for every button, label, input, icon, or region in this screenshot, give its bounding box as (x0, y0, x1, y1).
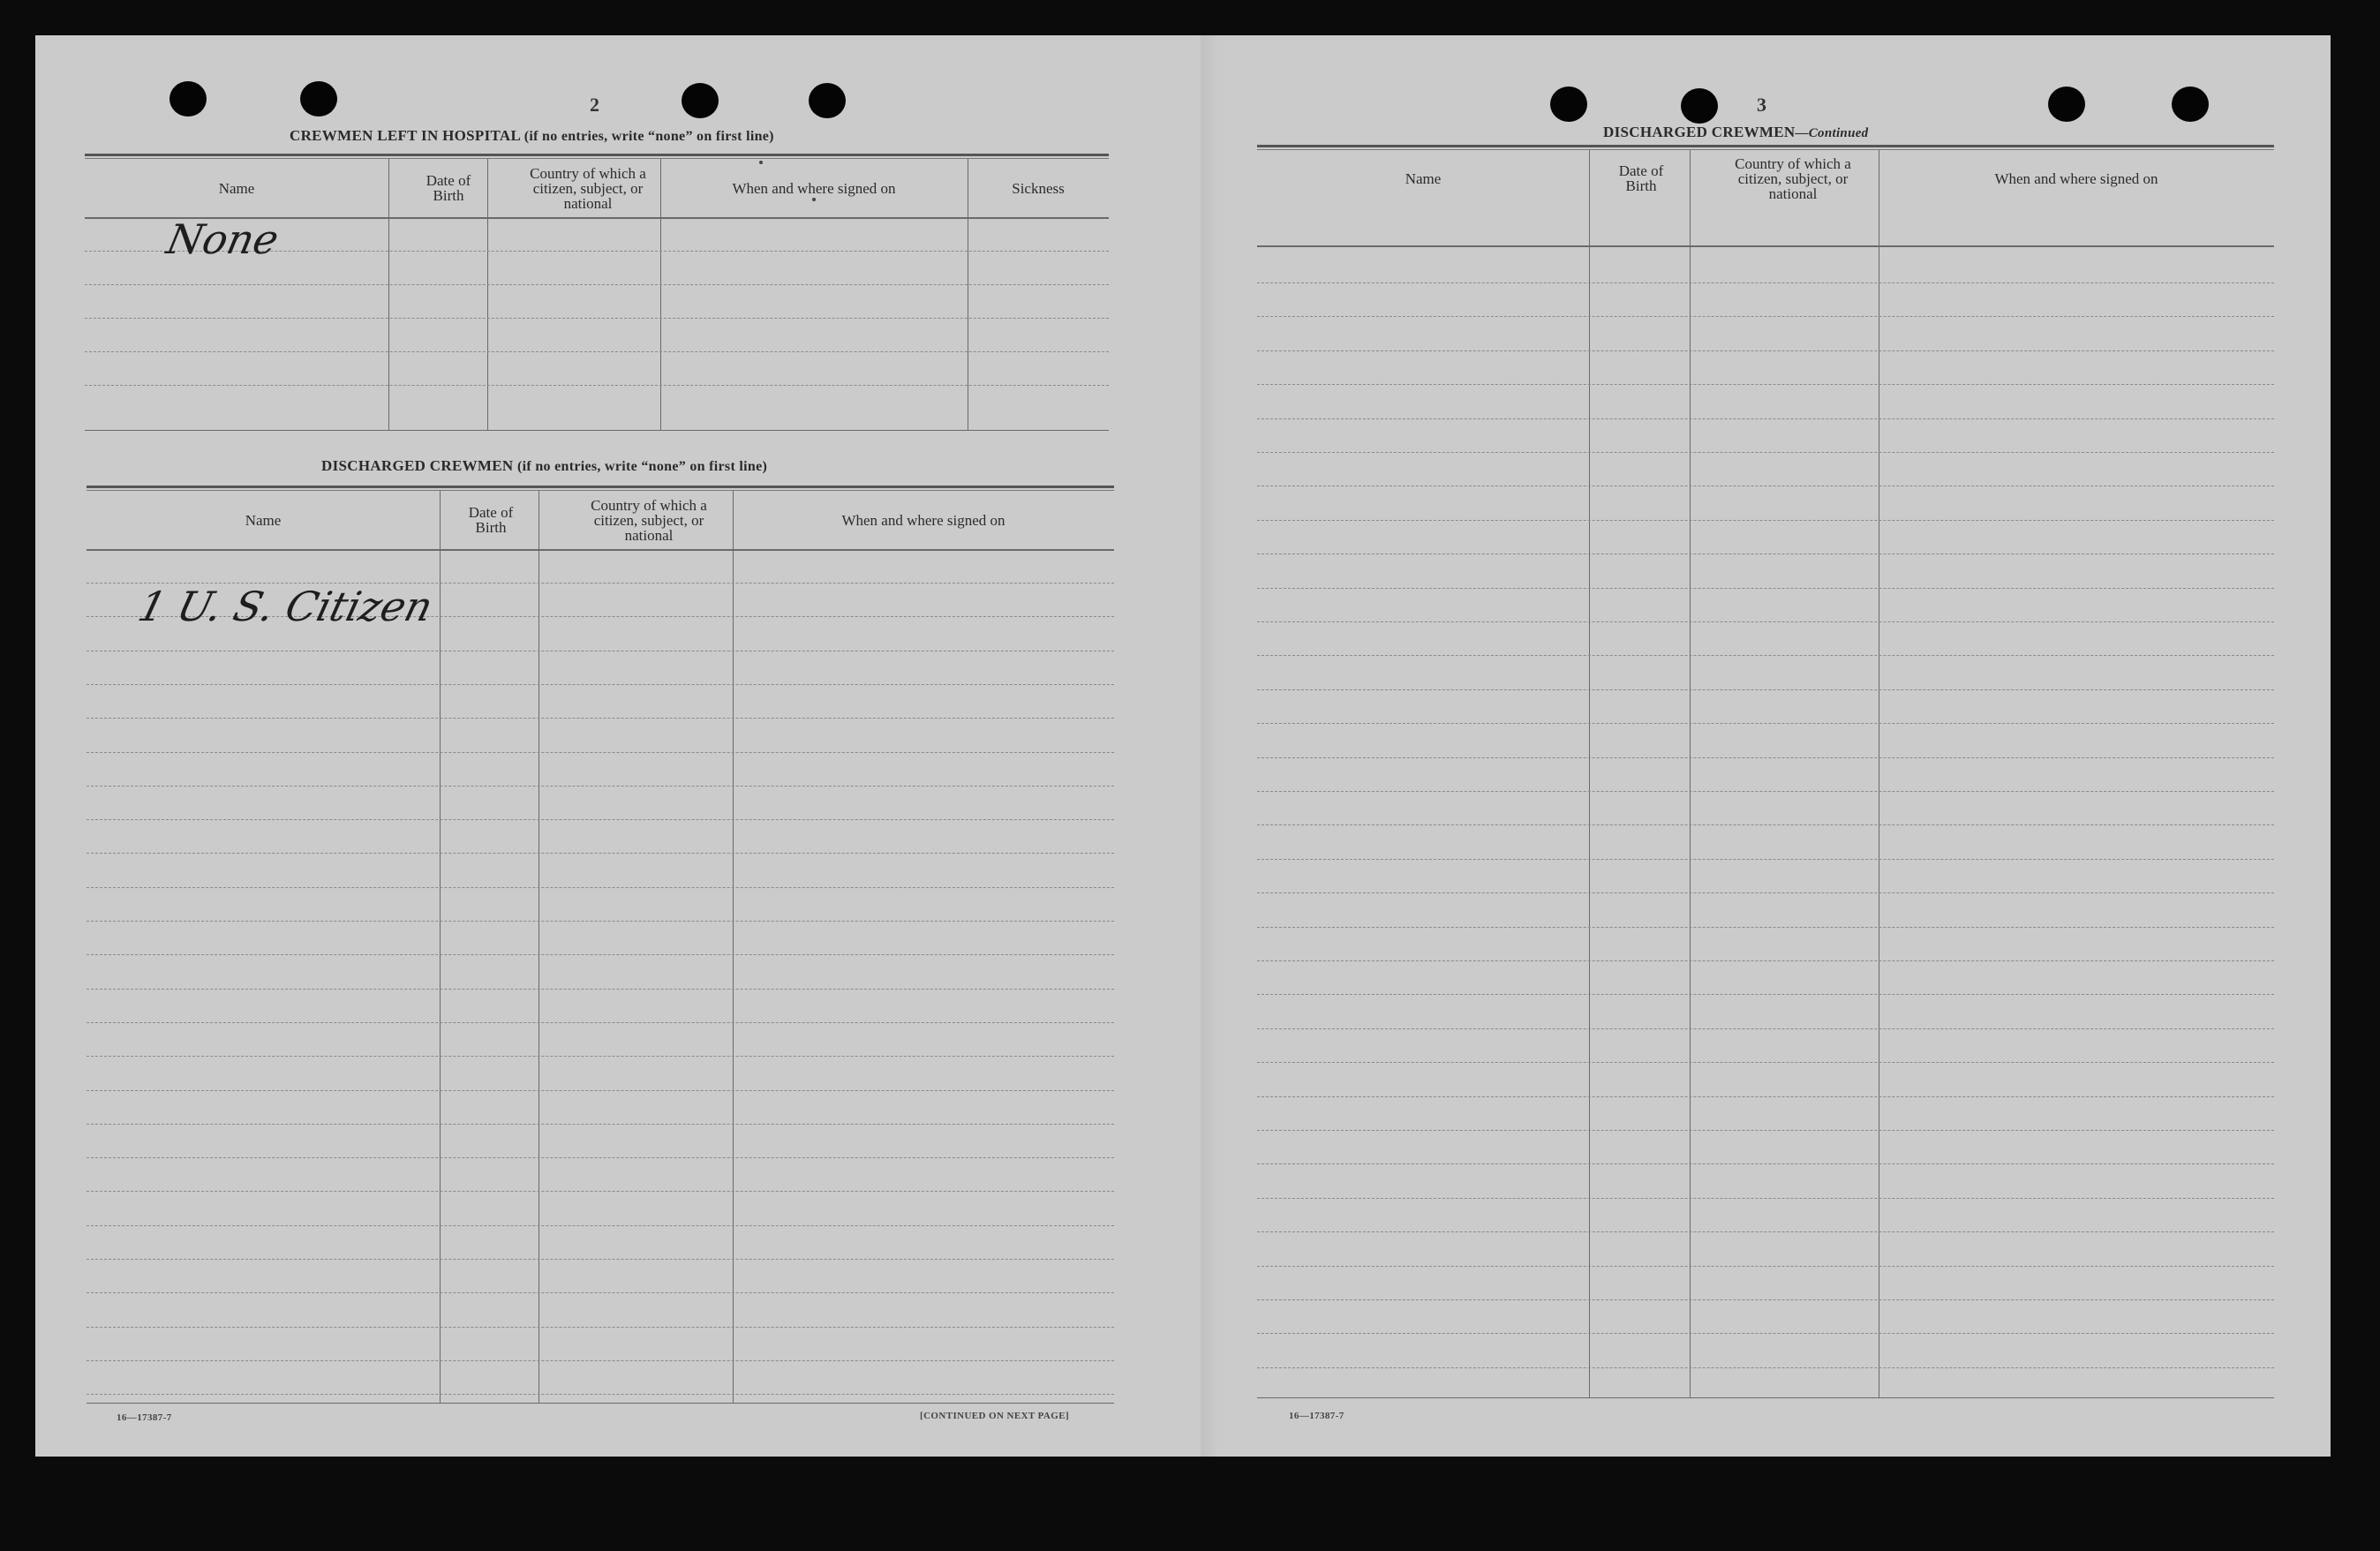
punch-hole (682, 83, 719, 118)
discharged-table-right (1257, 145, 2274, 1398)
punch-hole (2172, 87, 2209, 122)
table-row (1257, 960, 2274, 961)
hospital-title-note: (if no entries, write “none” on first line) (523, 129, 774, 144)
hospital-title-text: CREWMEN LEFT IN HOSPITAL (290, 127, 521, 144)
table-row (1257, 1333, 2274, 1334)
table-row (1257, 1096, 2274, 1097)
table-row (87, 786, 1114, 787)
table-row (87, 819, 1114, 820)
table-row (1257, 859, 2274, 860)
table-row (87, 1225, 1114, 1226)
table-top-rule (1257, 149, 2274, 150)
table-top-rule (1257, 145, 2274, 147)
table-row (87, 1394, 1114, 1395)
table-row (1257, 1028, 2274, 1029)
table-row (85, 385, 1109, 386)
table-row (87, 1022, 1114, 1023)
ink-speck (812, 198, 816, 201)
table-row (1257, 1163, 2274, 1164)
column-header-country: Country of which a citizen, subject, or national (530, 164, 646, 212)
page-fold (1201, 35, 1227, 1457)
table-row (87, 718, 1114, 719)
table-row (85, 351, 1109, 352)
table-row (87, 1090, 1114, 1091)
table-row (1257, 350, 2274, 351)
table-top-rule (85, 158, 1109, 159)
table-row (87, 684, 1114, 685)
handwritten-us-citizen: 1 U. S. Citizen (133, 583, 438, 630)
table-bottom-rule (1257, 1397, 2274, 1399)
table-row (87, 752, 1114, 753)
column-header-sickness: Sickness (1012, 179, 1065, 197)
table-row (1257, 689, 2274, 690)
column-header-name: Name (1405, 169, 1442, 187)
header-divider (1257, 245, 2274, 247)
table-row (87, 1124, 1114, 1125)
document-spread (35, 35, 2331, 1457)
continued-note: [CONTINUED ON NEXT PAGE] (920, 1411, 1070, 1421)
table-row (1257, 757, 2274, 758)
column-header-country: Country of which a citizen, subject, or national (1735, 154, 1851, 202)
table-row (1257, 1198, 2274, 1199)
punch-hole (2048, 87, 2085, 122)
table-row (1257, 384, 2274, 385)
column-header-name: Name (218, 179, 255, 197)
table-row (1257, 927, 2274, 928)
table-row (87, 1327, 1114, 1328)
punch-hole (809, 83, 846, 118)
table-row (87, 1056, 1114, 1057)
discharged-section-title (321, 457, 767, 475)
table-row (1257, 824, 2274, 825)
column-divider (388, 159, 389, 431)
punch-hole (1681, 88, 1718, 124)
table-top-rule (87, 490, 1114, 491)
table-row (1257, 892, 2274, 893)
ink-speck (759, 161, 763, 164)
table-row (1257, 553, 2274, 554)
hospital-section-title (290, 127, 774, 145)
column-header-date-of-birth: Date of Birth (1618, 162, 1664, 194)
right-section-title (1603, 124, 1868, 141)
table-row (87, 954, 1114, 955)
table-row (87, 921, 1114, 922)
page-number-right: 3 (1757, 94, 1766, 116)
right-title-text: DISCHARGED CREWMEN (1603, 124, 1796, 140)
table-row (1257, 588, 2274, 589)
table-row (1257, 452, 2274, 453)
table-row (1257, 1062, 2274, 1063)
table-row (87, 853, 1114, 854)
column-divider (733, 491, 734, 1404)
column-divider (1690, 150, 1691, 1398)
table-row (1257, 316, 2274, 317)
table-row (87, 1191, 1114, 1192)
column-divider (487, 159, 488, 431)
hospital-table (85, 154, 1109, 431)
table-row (85, 318, 1109, 319)
table-row (87, 989, 1114, 990)
table-row (1257, 282, 2274, 283)
table-bottom-rule (87, 1403, 1114, 1404)
table-row (1257, 1266, 2274, 1267)
column-header-date-of-birth: Date of Birth (426, 172, 471, 204)
table-top-rule (85, 154, 1109, 156)
table-row (1257, 520, 2274, 521)
table-top-rule (87, 486, 1114, 488)
punch-hole (1550, 87, 1587, 122)
column-header-signed-on: When and where signed on (1994, 169, 2158, 187)
table-bottom-rule (85, 430, 1109, 432)
page-number-left: 2 (590, 94, 599, 116)
table-row (87, 1259, 1114, 1260)
column-header-country: Country of which a citizen, subject, or national (591, 496, 707, 544)
punch-hole (169, 81, 207, 117)
column-header-date-of-birth: Date of Birth (468, 504, 514, 536)
form-number-right: 16—17387-7 (1289, 1411, 1344, 1421)
discharged-title-note: (if no entries, write “none” on first line) (517, 459, 768, 474)
column-divider (1589, 150, 1590, 1398)
table-row (1257, 418, 2274, 419)
discharged-title-text: DISCHARGED CREWMEN (321, 457, 514, 474)
column-header-name: Name (245, 511, 282, 529)
table-row (85, 284, 1109, 285)
handwritten-none: None (162, 215, 283, 263)
column-divider (440, 491, 441, 1404)
table-row (1257, 1367, 2274, 1368)
table-row (1257, 723, 2274, 724)
column-header-signed-on: When and where signed on (732, 179, 896, 197)
table-row (87, 1157, 1114, 1158)
table-row (1257, 1299, 2274, 1300)
table-row (1257, 994, 2274, 995)
column-header-signed-on: When and where signed on (841, 511, 1005, 529)
table-row (87, 887, 1114, 888)
form-number-left: 16—17387-7 (117, 1412, 172, 1423)
table-row (87, 1360, 1114, 1361)
table-row (87, 1292, 1114, 1293)
table-row (1257, 791, 2274, 792)
right-title-continued: —Continued (1795, 126, 1869, 140)
header-divider (87, 549, 1114, 551)
table-row (1257, 1231, 2274, 1232)
table-row (1257, 1130, 2274, 1131)
table-row (1257, 621, 2274, 622)
punch-hole (300, 81, 337, 117)
table-row (1257, 655, 2274, 656)
